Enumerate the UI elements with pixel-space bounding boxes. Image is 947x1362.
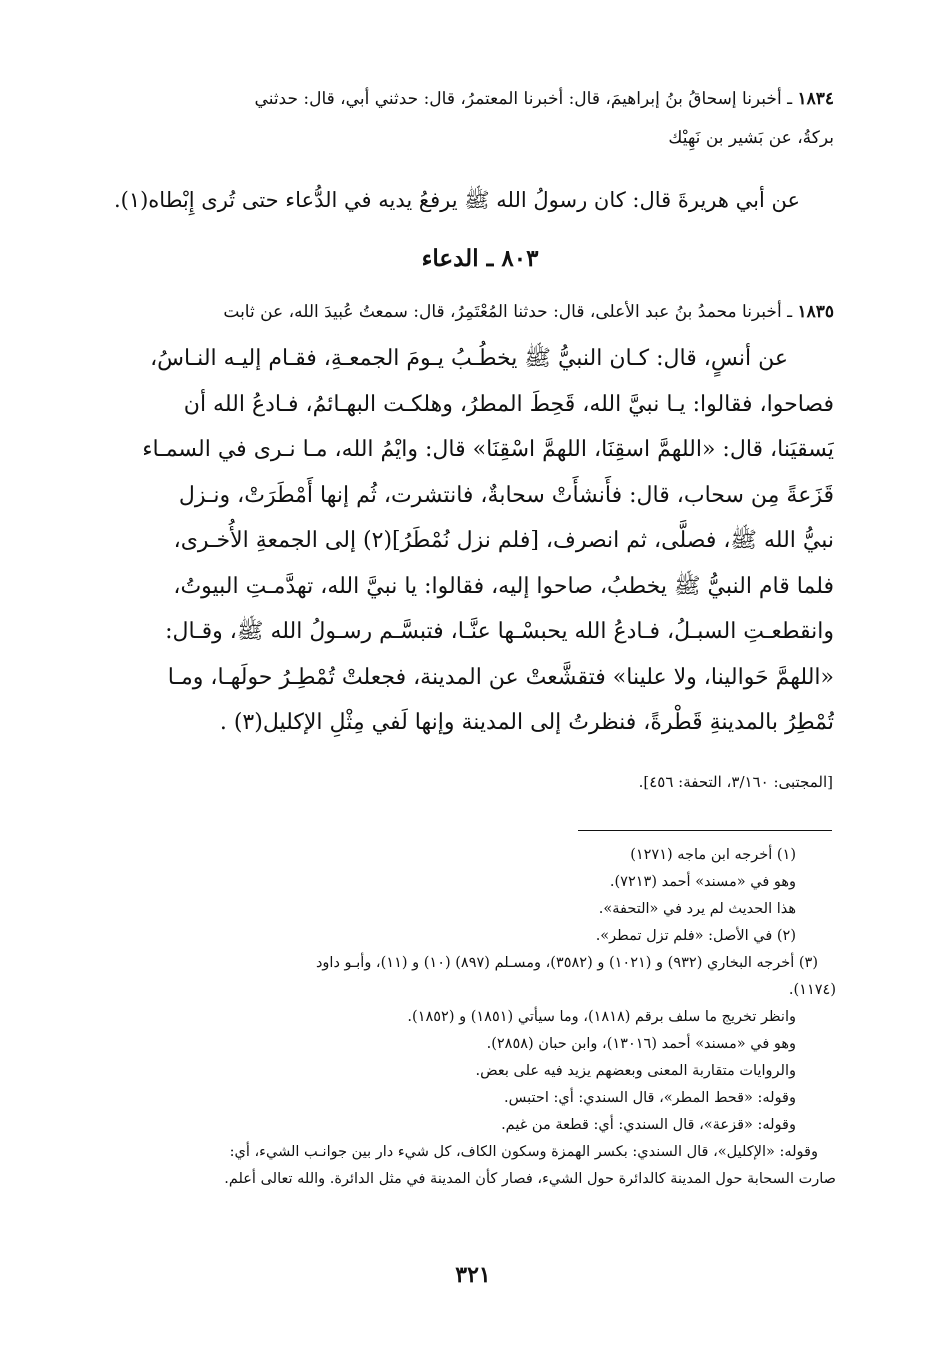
chapter-title: الدعاء (421, 245, 479, 272)
chapter-heading (300, 245, 660, 272)
footnote-line: صارت السحابة حول المدينة كالدائرة حول الشيء، فصار كأن المدينة في مثل الدائرة. والله تعالى أعلم. (224, 1171, 836, 1187)
hadith-number: ١٨٣٥ (797, 302, 834, 322)
isnad-line: بركةُ، عن بَشير بن نَهِيْك (668, 128, 834, 148)
separator: ـ (781, 89, 793, 109)
footnote-separator (578, 830, 832, 831)
matn-line: تُمْطِرُ بالمدينةِ قَطْرةً، فنظرتُ إلى المدينة وإنها لَفي مِثْلِ الإكليل(٣) . (219, 710, 834, 735)
footnote-line: (٢) في الأصل: «فلم تزل تمطر». (595, 928, 796, 944)
isnad-line (112, 293, 834, 332)
footnote-line: والروايات متقاربة المعنى وبعضهم يزيد فيه على بعض. (475, 1063, 796, 1079)
footnote-line: هذا الحديث لم يرد في «التحفة». (598, 901, 796, 917)
matn-line: قَزَعةً مِن سحاب، قال: فأَنشأَتْ سحابةٌ، فانتشرت، ثُم إنها أَمْطَرَتْ، ونـزل (178, 482, 834, 508)
source-reference: [المجتبى: ٣/١٦٠، التحفة: ٤٥٦]. (638, 773, 833, 791)
hadith-1834-matn (112, 180, 800, 220)
matn-line: عن أنسٍ، قال: كـان النبيُّ ﷺ يخطُـبُ يـومَ الجمعـةِ، فقـام إليـه النـاسُ، (150, 346, 788, 371)
footnote-line: (١١٧٤). (788, 982, 836, 998)
footnote-line: وهو في «مسند» أحمد (٧٢١٣). (609, 874, 796, 890)
separator: ـ (478, 245, 494, 272)
footnote-line: (٣) أخرجه البخاري (٩٣٢) و (١٠٢١) و (٣٥٨٢)، ومسـلم (٨٩٧) (١٠) و (١١)، وأبـو داود (315, 955, 818, 971)
separator: ـ (781, 302, 793, 322)
footnote-line: (١) أخرجه ابن ماجه (١٢٧١) (630, 847, 796, 863)
footnote-line: وانظر تخريج ما سلف برقم (١٨١٨)، وما سيأتي (١٨٥١) و (١٨٥٢). (407, 1009, 796, 1025)
isnad-text: أخبرنا إسحاقُ بنُ إبراهيمَ، قال: أخبرنا المعتمرُ، قال: حدثني أبي، قال: حدثني (254, 89, 782, 109)
matn-line: عن أبي هريرةَ قال: كان رسولُ الله ﷺ يرفعُ يديه في الدُّعاء حتى تُرى إِبْطاه(١). (113, 188, 800, 212)
matn-line: وانقطعـتِ السبـلُ، فـادعُ الله يحبسْـها عنَّـا، فتبسَّـم رسـولُ الله ﷺ، وقـال: (165, 619, 834, 644)
footnote-line: وقوله: «الإكليل»، قال السندي: بكسر الهمزة وسكون الكاف، كل شيء دار بين جوانـب الشيء، أي: (229, 1144, 818, 1160)
footnote-line: وقوله: «قزعة»، قال السندي: أي: قطعة من غيم. (501, 1117, 796, 1133)
matn-line: فلما قام النبيُّ ﷺ يخطبُ، صاحوا إليه، فقالوا: يا نبيَّ الله، تهدَّمـتِ البيوتُ، (173, 573, 834, 599)
isnad-text: أخبرنا محمدُ بنُ عبد الأعلى، قال: حدثنا المُعْتَمِرُ، قال: سمعتُ عُبيدَ الله، عن ثابت (223, 302, 782, 322)
page-number: ٣٢١ (455, 1262, 491, 1288)
hadith-1835-matn (128, 336, 834, 746)
footnote-line: وهو في «مسند» أحمد (١٣٠١٦)، وابن حبان (٢٨٥٨). (486, 1036, 796, 1052)
matn-line: نبيُّ الله ﷺ، فصلَّى، ثم انصرف، [فلم نزل نُمْطَرُ](٢) إلى الجمعةِ الأُخـرى، (173, 528, 834, 553)
matn-line: «اللهمَّ حَوالينا، ولا علينا» فتقشَّعتْ عن المدينة، فجعلتْ تُمْطِـرُ حولَهـا، ومـا (167, 664, 834, 690)
hadith-1835-isnad (112, 293, 834, 332)
footnote-line: وقوله: «قحط المطر»، قال السندي: أي: احتبس. (504, 1090, 796, 1106)
footnotes (112, 842, 836, 1193)
hadith-number: ١٨٣٤ (797, 89, 834, 109)
hadith-1834-isnad (112, 80, 834, 158)
matn-line: يَسقيَنا، قال: «اللهمَّ اسقِنَا، اللهمَّ اسْقِنَا» قال: وايْمُ الله، مـا نـرى في السمـاء (142, 437, 834, 462)
isnad-line (112, 80, 834, 119)
chapter-number: ٨٠٣ (501, 245, 539, 272)
matn-line: فصاحوا، فقالوا: يـا نبيَّ الله، قَحِطَ المطرُ، وهلكـت البهـائمُ، فـادعُ الله أن (183, 391, 834, 417)
